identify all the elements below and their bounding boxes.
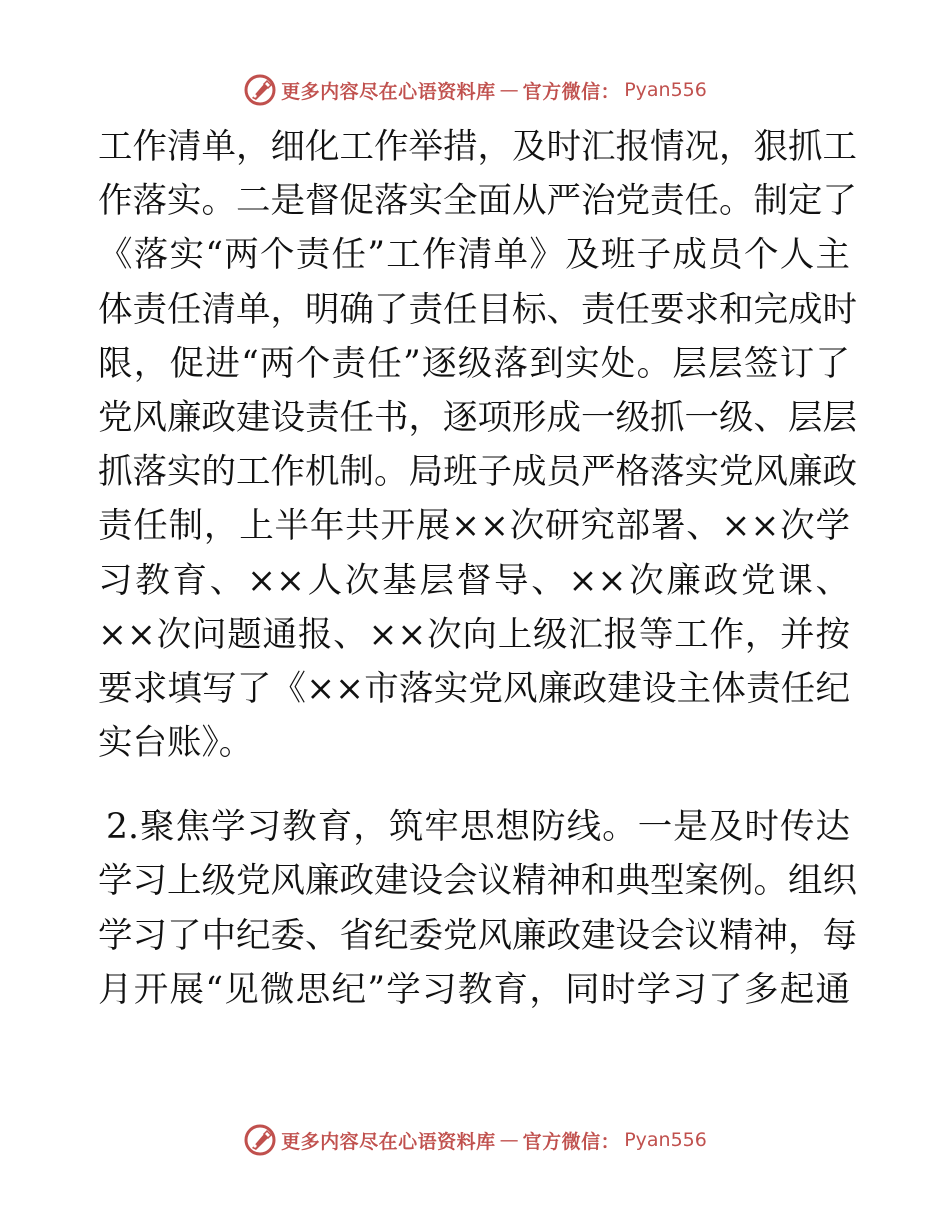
paragraph-2 [98,800,857,1017]
brand-text: 更多内容尽在心语资料库 [281,80,496,103]
text-line: 实台账》。 [98,723,254,764]
pen-nib-logo-icon [243,73,277,107]
text-line: 体责任清单，明确了责任目标、责任要求和完成时 [98,289,857,330]
wechat-id: Pyan556 [624,79,707,101]
text-line: 工作清单，细化工作举措，及时汇报情况，狠抓工 [98,127,857,167]
text-line: 作落实。二是督促落实全面从严治党责任。制定了 [98,181,857,222]
text-line: 党风廉政建设责任书，逐项形成一级抓一级、层层 [98,397,857,438]
text-line: 限，促进“两个责任”逐级落到实处。层层签订了 [98,343,850,384]
document-body [98,120,857,1017]
pen-nib-logo-icon [243,1123,277,1157]
footer-watermark-banner [0,1118,950,1162]
text-line: 学习上级党风廉政建设会议精神和典型案例。组织 [98,861,857,902]
brand-text: 更多内容尽在心语资料库 [281,1130,496,1153]
wechat-id: Pyan556 [624,1129,707,1151]
text-line: 习教育、××人次基层督导、××次廉政党课、 [98,560,850,601]
wechat-label: 官方微信： [522,1130,621,1153]
text-line: 月开展“见微思纪”学习教育，同时学习了多起通 [98,969,850,1010]
dash: — [499,1129,519,1151]
text-line: 要求填写了《××市落实党风廉政建设主体责任纪 [98,668,850,709]
dash: — [499,79,519,101]
header-watermark-banner [0,68,950,112]
text-line: 责任制，上半年共开展××次研究部署、××次学 [98,506,850,547]
wechat-label: 官方微信： [522,80,621,103]
text-line: 抓落实的工作机制。局班子成员严格落实党风廉政 [98,452,857,493]
section-heading-line: 2.聚焦学习教育，筑牢思想防线。一是及时传达 [106,807,850,848]
text-line: 学习了中纪委、省纪委党风廉政建设会议精神，每 [98,915,857,956]
text-line: 《落实“两个责任”工作清单》及班子成员个人主 [98,235,850,276]
paragraph-1 [98,120,857,770]
text-line: ××次问题通报、××次向上级汇报等工作，并按 [98,614,850,655]
